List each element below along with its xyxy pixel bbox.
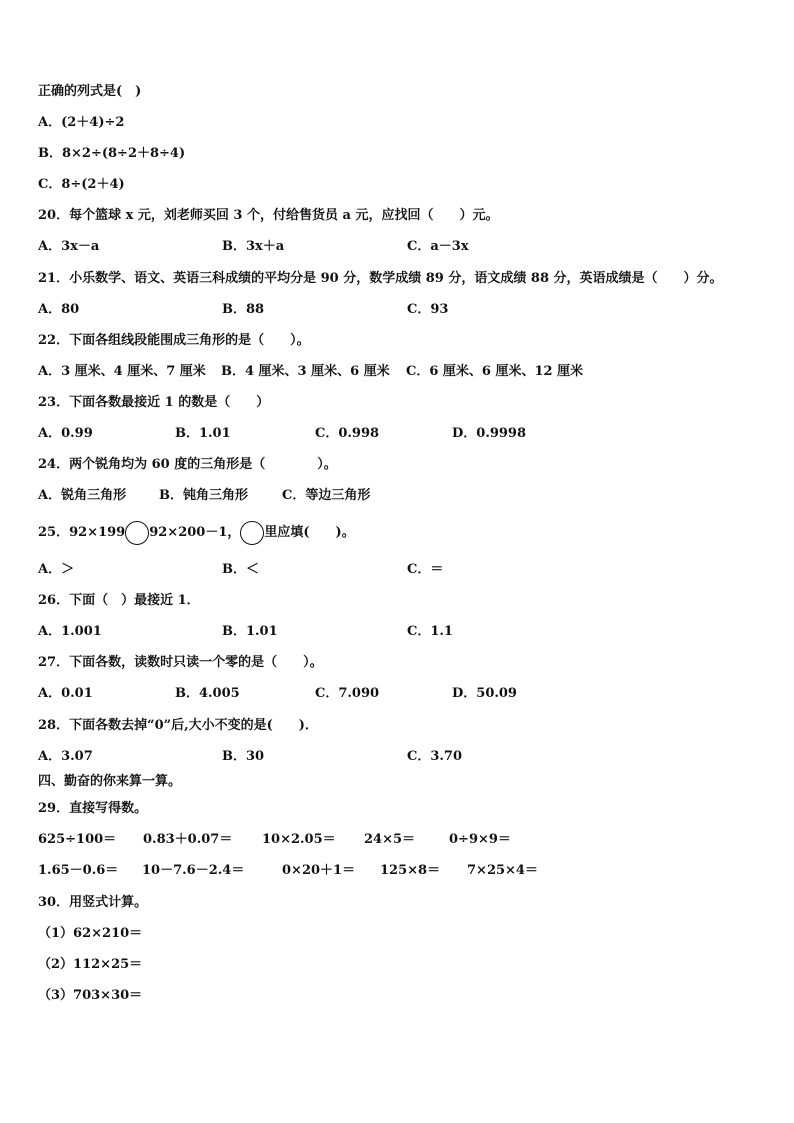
question-30-stem: 30．用竖式计算。 — [38, 895, 148, 910]
question-21-option-b: B．88 — [222, 302, 265, 317]
question-27-option-c: C．7.090 — [315, 686, 380, 701]
question-19-stem: 正确的列式是( ) — [38, 84, 142, 99]
question-25-option-a: A．＞ — [38, 562, 75, 577]
calc-item: 125×8＝ — [380, 863, 441, 878]
question-25-option-c: C．＝ — [407, 562, 444, 577]
calc-item: 0÷9×9＝ — [449, 832, 511, 847]
question-23-option-d: D．0.9998 — [452, 426, 527, 441]
question-22-option-c: C．6 厘米、6 厘米、12 厘米 — [406, 364, 584, 379]
answer-circle — [125, 521, 149, 545]
question-28-stem: 28．下面各数去掉“0”后,大小不变的是( )． — [38, 718, 318, 733]
question-27-option-b: B．4.005 — [175, 686, 240, 701]
question-30-item-1: （1）62×210＝ — [38, 926, 143, 941]
question-19-option-b: B．8×2÷(8÷2＋8÷4) — [38, 146, 186, 161]
question-23-option-c: C．0.998 — [315, 426, 380, 441]
question-22-option-a: A．3 厘米、4 厘米、7 厘米 — [38, 364, 206, 379]
question-28-option-a: A．3.07 — [38, 749, 93, 764]
question-20-option-c: C．a－3x — [407, 239, 469, 254]
calc-item: 10×2.05＝ — [262, 832, 336, 847]
section-heading: 四、勤奋的你来算一算。 — [38, 774, 182, 789]
question-30-item-3: （3）703×30＝ — [38, 988, 143, 1003]
question-24-option-c: C．等边三角形 — [282, 488, 371, 503]
question-20-option-a: A．3x－a — [38, 239, 100, 254]
question-28-option-b: B．30 — [222, 749, 265, 764]
calc-item: 0.83＋0.07＝ — [143, 832, 233, 847]
question-23-stem: 23．下面各数最接近 1 的数是（ ） — [38, 395, 270, 410]
question-24-option-a: A．锐角三角形 — [38, 488, 127, 503]
question-25-stem-middle: 92×200－1， — [149, 525, 241, 540]
question-27-option-a: A．0.01 — [38, 686, 93, 701]
calc-item: 0×20＋1＝ — [282, 863, 356, 878]
question-26-option-b: B．1.01 — [222, 624, 278, 639]
question-26-option-c: C．1.1 — [407, 624, 453, 639]
calc-item: 7×25×4＝ — [467, 863, 538, 878]
question-22-option-b: B．4 厘米、3 厘米、6 厘米 — [221, 364, 390, 379]
question-23-option-b: B．1.01 — [175, 426, 231, 441]
question-27-option-d: D．50.09 — [452, 686, 517, 701]
question-20-stem: 20．每个篮球 x 元，刘老师买回 3 个，付给售货员 a 元，应找回（ ）元。 — [38, 208, 499, 223]
question-19-option-c: C．8÷(2＋4) — [38, 177, 125, 192]
question-19-option-a: A．(2＋4)÷2 — [38, 115, 125, 130]
question-28-option-c: C．3.70 — [407, 749, 463, 764]
question-23-option-a: A．0.99 — [38, 426, 93, 441]
question-25-stem-right: 里应填( )。 — [264, 525, 355, 540]
question-29-stem: 29．直接写得数。 — [38, 801, 148, 816]
question-20-option-b: B．3x＋a — [222, 239, 285, 254]
question-26-stem: 26．下面（ ）最接近 1． — [38, 593, 200, 608]
question-30-item-2: （2）112×25＝ — [38, 957, 143, 972]
question-21-option-a: A．80 — [38, 302, 80, 317]
question-24-stem: 24．两个锐角均为 60 度的三角形是（ ）。 — [38, 457, 337, 472]
answer-circle — [240, 521, 264, 545]
question-25-option-b: B．＜ — [222, 562, 259, 577]
question-24-option-b: B．钝角三角形 — [159, 488, 248, 503]
question-26-option-a: A．1.001 — [38, 624, 102, 639]
question-22-stem: 22．下面各组线段能围成三角形的是（ ）。 — [38, 333, 310, 348]
question-25-stem-left: 25．92×199 — [38, 525, 126, 540]
calc-item: 24×5＝ — [364, 832, 416, 847]
question-25-stem — [38, 524, 355, 542]
question-27-stem: 27．下面各数，读数时只读一个零的是（ ）。 — [38, 655, 323, 670]
calc-item: 625÷100＝ — [38, 832, 117, 847]
question-21-stem: 21．小乐数学、语文、英语三科成绩的平均分是 90 分，数学成绩 89 分，语文成绩 88 分，英语成绩是（ ）分。 — [38, 271, 723, 286]
calc-item: 1.65－0.6＝ — [38, 863, 119, 878]
calc-item: 10－7.6－2.4＝ — [142, 863, 245, 878]
question-21-option-c: C．93 — [407, 302, 449, 317]
